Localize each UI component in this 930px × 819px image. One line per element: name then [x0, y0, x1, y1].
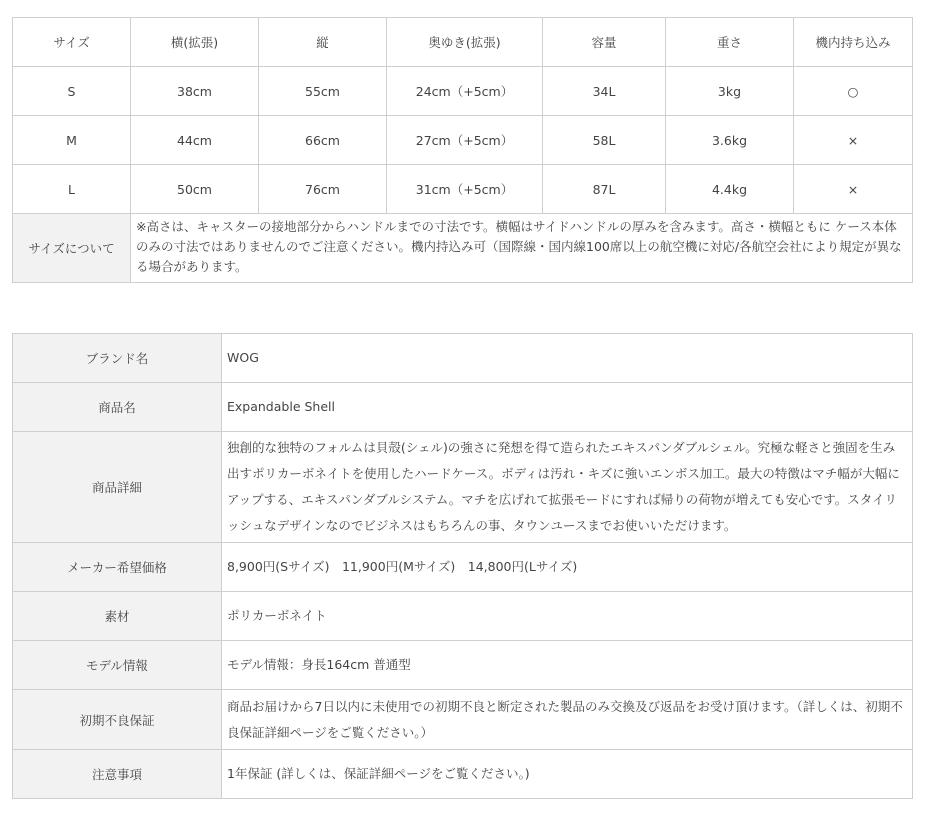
header-width: 横(拡張) — [131, 18, 259, 67]
cell-carry-on: × — [794, 116, 913, 165]
cell-height: 55cm — [259, 67, 387, 116]
spec-value: モデル情報：身長164cm 普通型 — [222, 641, 913, 690]
cell-width: 38cm — [131, 67, 259, 116]
cell-capacity: 87L — [543, 165, 666, 214]
spec-row-notes — [13, 750, 913, 799]
cell-weight: 3.6kg — [666, 116, 794, 165]
cell-carry-on: ○ — [794, 67, 913, 116]
cell-depth: 31cm（+5cm） — [387, 165, 543, 214]
spec-label: 注意事項 — [13, 750, 222, 799]
cell-capacity: 34L — [543, 67, 666, 116]
spec-row-warranty — [13, 690, 913, 750]
cell-height: 66cm — [259, 116, 387, 165]
cell-weight: 4.4kg — [666, 165, 794, 214]
header-depth: 奥ゆき(拡張) — [387, 18, 543, 67]
spec-label: ブランド名 — [13, 334, 222, 383]
header-size: サイズ — [13, 18, 131, 67]
spec-table — [12, 333, 913, 799]
cell-weight: 3kg — [666, 67, 794, 116]
spec-row-material — [13, 592, 913, 641]
spec-value: ポリカーボネイト — [222, 592, 913, 641]
spec-row-product-name — [13, 383, 913, 432]
spec-label: 商品詳細 — [13, 432, 222, 543]
size-table-header-row — [13, 18, 913, 67]
cell-depth: 24cm（+5cm） — [387, 67, 543, 116]
cell-carry-on: × — [794, 165, 913, 214]
spec-row-model-info — [13, 641, 913, 690]
cell-width: 44cm — [131, 116, 259, 165]
header-height: 縦 — [259, 18, 387, 67]
size-note-text: ※高さは、キャスターの接地部分からハンドルまでの寸法です。横幅はサイドハンドルの厚みを含みます。高さ・横幅ともに ケース本体のみの寸法ではありませんのでご注意ください。機内持込み可（国際線・国内線100席以上の航空機に対応/各航空会社により規定が異なる場合があります。 — [131, 214, 913, 283]
cell-depth: 27cm（+5cm） — [387, 116, 543, 165]
spec-value: WOG — [222, 334, 913, 383]
cell-height: 76cm — [259, 165, 387, 214]
spec-value: Expandable Shell — [222, 383, 913, 432]
table-row — [13, 116, 913, 165]
spec-value: 商品お届けから7日以内に未使用での初期不良と断定された製品のみ交換及び返品をお受け頂けます。（詳しくは、初期不良保証詳細ページをご覧ください。） — [222, 690, 913, 750]
cell-width: 50cm — [131, 165, 259, 214]
header-weight: 重さ — [666, 18, 794, 67]
size-table — [12, 17, 913, 283]
spec-value: 8,900円(Sサイズ) 11,900円(Mサイズ) 14,800円(Lサイズ) — [222, 543, 913, 592]
table-row — [13, 165, 913, 214]
table-row — [13, 67, 913, 116]
spec-value: 独創的な独特のフォルムは貝殻(シェル)の強さに発想を得て造られたエキスパンダブルシェル。究極な軽さと強固を生み出すポリカーボネイトを使用したハードケース。ボディは汚れ・キズに強いエンボス加工。最大の特徴はマチ幅が大幅にアップする、エキスパンダブルシステム。マチを広げれて拡張モードにすれば帰りの荷物が増えても安心です。スタイリッシュなデザインなのでビジネスはもちろんの事、タウンユースまでお使いいただけます。 — [222, 432, 913, 543]
cell-size: M — [13, 116, 131, 165]
cell-size: S — [13, 67, 131, 116]
spec-label: 初期不良保証 — [13, 690, 222, 750]
spec-row-details — [13, 432, 913, 543]
size-note-label: サイズについて — [13, 214, 131, 283]
spec-label: メーカー希望価格 — [13, 543, 222, 592]
size-note-row — [13, 214, 913, 283]
header-capacity: 容量 — [543, 18, 666, 67]
spec-row-brand — [13, 334, 913, 383]
spec-label: 商品名 — [13, 383, 222, 432]
cell-size: L — [13, 165, 131, 214]
header-carry-on: 機内持ち込み — [794, 18, 913, 67]
cell-capacity: 58L — [543, 116, 666, 165]
spec-row-price — [13, 543, 913, 592]
spec-label: 素材 — [13, 592, 222, 641]
spec-value: 1年保証 (詳しくは、保証詳細ページをご覧ください。) — [222, 750, 913, 799]
spec-label: モデル情報 — [13, 641, 222, 690]
